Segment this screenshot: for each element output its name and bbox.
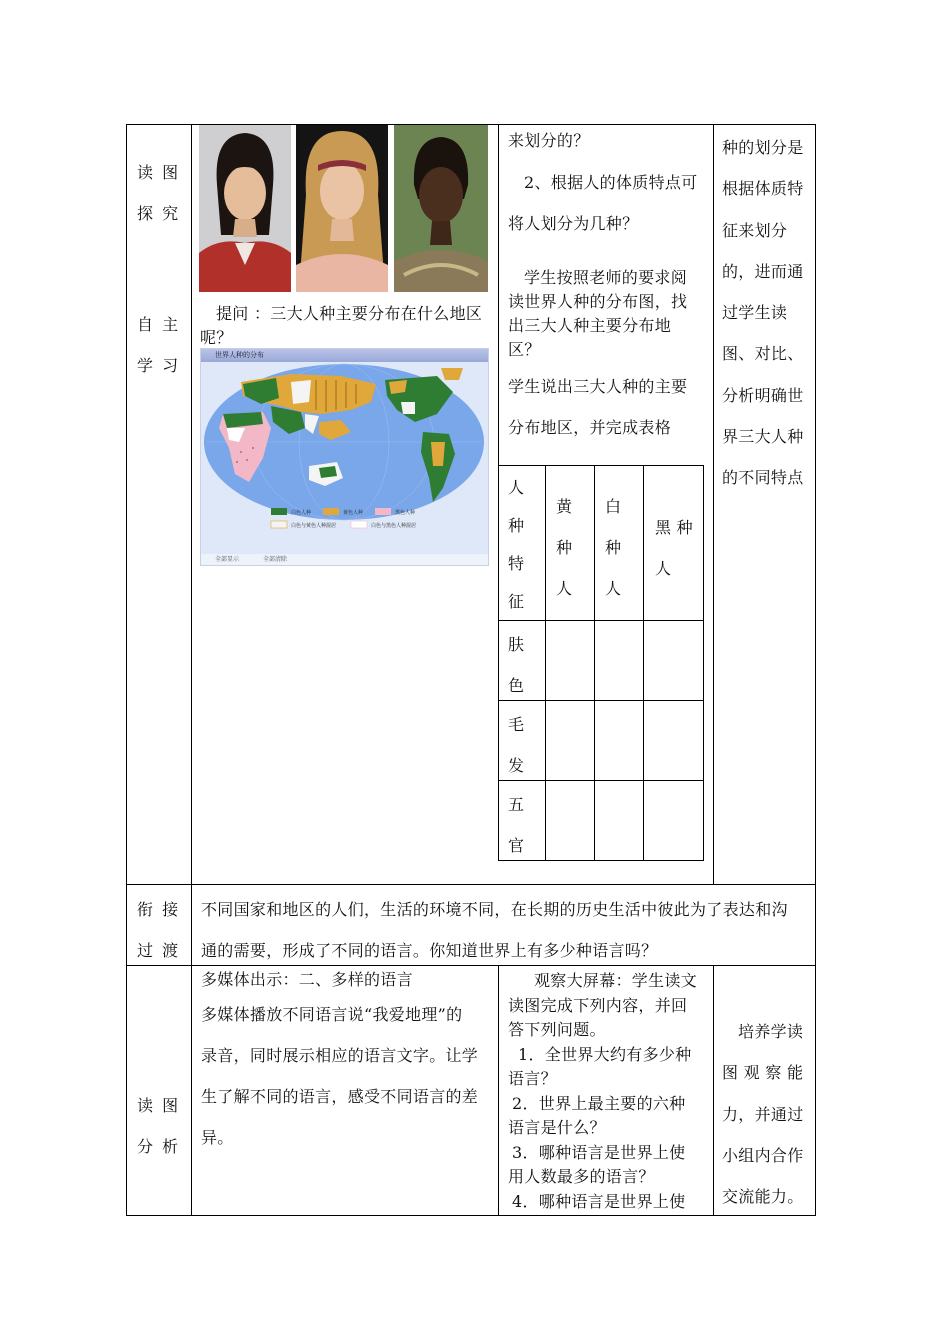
photo-yellow-race-woman	[199, 125, 291, 292]
show-all-button[interactable]: 全部显示	[215, 556, 240, 563]
section3-left-text: 多媒体出示：二、多样的语言 多媒体播放不同语言说“我爱地理”的 录音，同时展示相应的语言文字。让学 生了解不同的语言，感受不同语言的差 异。	[201, 970, 479, 1147]
row-divider-1	[126, 884, 816, 885]
legend-white-black-mixed: 白色与黑色人种混居	[371, 523, 417, 529]
section3-right-text: 培养学读 图 观 察 能 力，并通过 小组内合作 交流能力。	[722, 1022, 804, 1207]
table-right-border	[815, 124, 816, 1216]
legend-yellow: 黄色人种	[343, 510, 364, 516]
map-title-bar: 世界人种的分布	[201, 349, 488, 362]
col-divider-2a	[498, 124, 499, 466]
legend-black: 黑色人种	[395, 510, 416, 516]
right-column-purpose: 种的划分是 根据体质特 征来划分 的，进而通 过学生读 图、对比、 分析明确世 界三大人种 的不同特点	[722, 138, 804, 488]
table-row-features: 五 官	[508, 795, 525, 855]
table-header-race-feature: 人 种 特 征	[508, 478, 525, 611]
section1-label-read-explore: 读 图 探 究	[137, 163, 181, 223]
photo-black-race-girl	[394, 125, 488, 292]
table-header-black-race: 黑 种 人	[655, 518, 693, 578]
question-text: 提问 ：三大人种主要分布在什么地区呢？	[200, 304, 483, 347]
middle-say-instruction: 学生说出三大人种的主要 分布地区，并完成表格	[508, 377, 688, 437]
table-row-hair: 毛 发	[508, 715, 525, 775]
section2-label: 衔 接 过 渡	[137, 900, 181, 960]
col-divider-2b	[498, 965, 499, 1215]
table-header-yellow-race: 黄 种 人	[556, 497, 573, 598]
col-divider-1	[191, 124, 192, 1216]
middle-question-2: 2、根据人的体质特点可 将人划分为几种？	[508, 173, 698, 233]
col-divider-3b	[713, 965, 714, 1215]
world-race-map	[200, 348, 489, 566]
middle-top-text: 来划分的？	[508, 131, 590, 150]
table-left-border	[126, 124, 127, 1216]
legend-white: 白色人种	[291, 510, 312, 516]
race-feature-table	[498, 465, 704, 861]
middle-read-instruction: 学生按照老师的要求阅 读世界人种的分布图，找 出三大人种主要分布地 区？	[508, 268, 688, 359]
map-graphic	[201, 362, 488, 540]
section1-label-self-study: 自 主 学 习	[137, 315, 181, 375]
section2-text: 不同国家和地区的人们，生活的环境不同，在长期的历史生活中彼此为了表达和沟 通的需要，形成了不同的语言。你知道世界上有多少种语言吗？	[201, 900, 788, 960]
section3-middle-text: 观察大屏幕：学生读文 读图完成下列内容，并回 答下列问题。 1．全世界大约有多少种 语言？ 2．世界上最主要的六种 语言是什么？ 3．哪种语言是世界上使 用人数最多的语言？ 4．哪种语言是世界上使	[508, 971, 698, 1211]
map-footer	[201, 554, 488, 565]
section3-label: 读 图 分 析	[137, 1096, 181, 1156]
legend-white-yellow-mixed: 白色与黄色人种混居	[291, 523, 337, 529]
table-bottom-border	[126, 1215, 816, 1216]
table-row-skin: 肤 色	[508, 635, 525, 695]
clear-all-button[interactable]: 全部清除	[262, 556, 287, 563]
table-header-white-race: 白 种 人	[605, 497, 622, 598]
col-divider-3a	[713, 124, 714, 884]
photo-white-race-woman	[296, 125, 388, 292]
